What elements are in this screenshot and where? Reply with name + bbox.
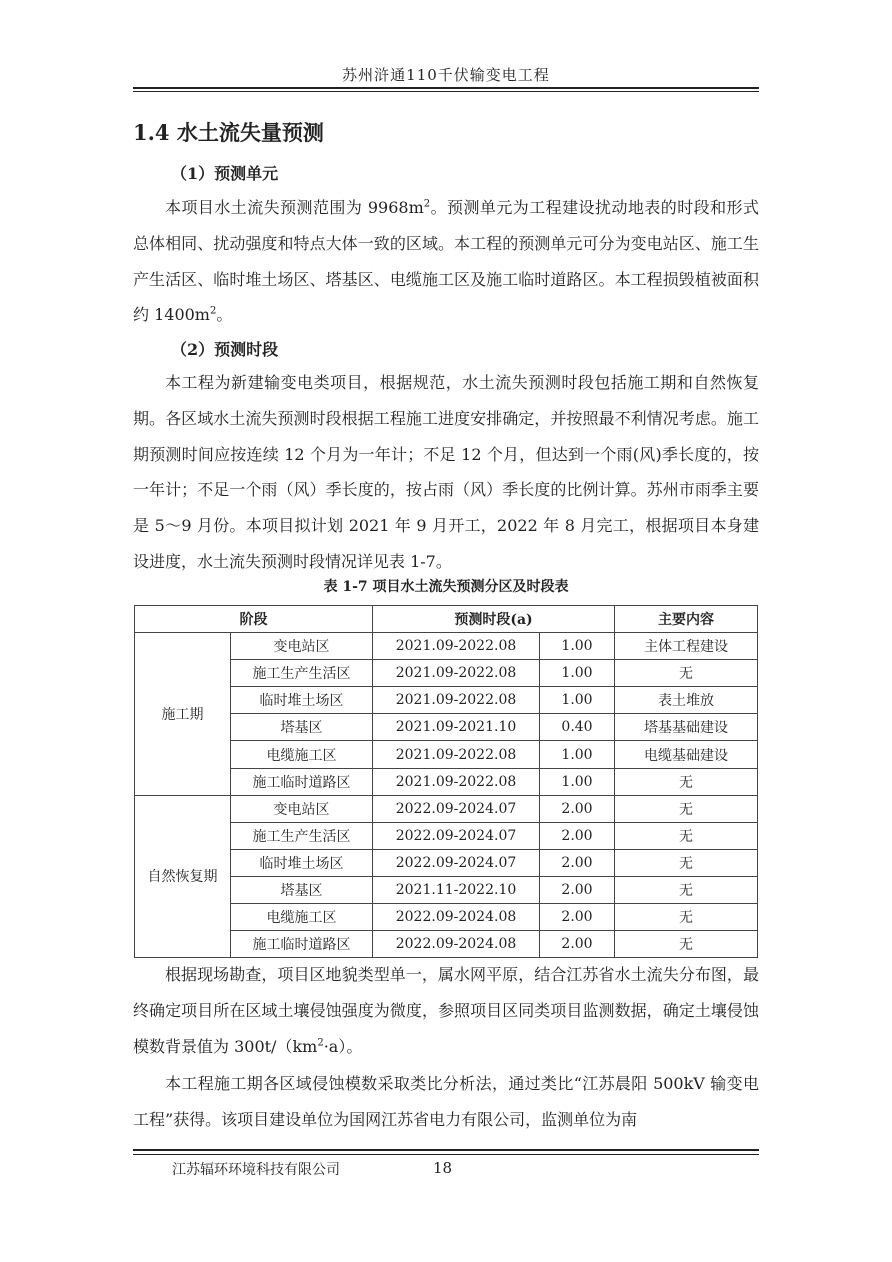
header-stage: 阶段 — [135, 606, 373, 633]
period-cell: 2021.11-2022.10 — [373, 876, 540, 903]
running-header: 苏州浒通110千伏输变电工程 — [342, 66, 550, 84]
header-period: 预测时段(a) — [373, 606, 615, 633]
content-cell: 电缆基础建设 — [615, 741, 758, 768]
paragraph-prediction-period: 本工程为新建输变电类项目，根据规范，水土流失预测时段包括施工期和自然恢复期。各区域水土流失预测时段根据工程施工进度安排确定，并按照最不利情况考虑。施工期预测时间应按连续 12 个月为一年计；不足 12 个月，但达到一个雨(风)季长度的，按一年计；不足一个雨（风）季长度的，按占雨（风）季长度的比例计算。苏州市雨季主要是 5～9 月份。本项目拟计划 2021 年 9 月开工，2022 年 8 月完工，根据项目本身建设进度，水土流失预测时段情况详见表 1-7。 — [133, 373, 759, 571]
table-row — [135, 633, 758, 660]
footer-company: 江苏辐环环境科技有限公司 — [172, 1162, 340, 1178]
subheading-prediction-unit: （1）预测单元 — [171, 164, 279, 183]
zone-cell: 塔基区 — [231, 876, 373, 903]
header-content: 主要内容 — [615, 606, 758, 633]
zone-cell: 施工生产生活区 — [231, 822, 373, 849]
years-cell: 2.00 — [540, 822, 615, 849]
years-cell: 2.00 — [540, 904, 615, 931]
zone-cell: 变电站区 — [231, 633, 373, 660]
content-cell: 塔基基础建设 — [615, 714, 758, 741]
page-number: 18 — [433, 1159, 453, 1177]
paragraph-prediction-unit: 本项目水土流失预测范围为 $9968m^2$。预测单元为工程建设扰动地表的时段和形式总体相同、扰动强度和特点大体一致的区域。本工程的预测单元可分为变电站区、施工生产生活区、临时堆土场区、塔基区、电缆施工区及施工临时道路区。本工程损毁植被面积约 $1400m^2$。 — [133, 198, 759, 325]
section-heading: 1.4 水土流失量预测 — [133, 120, 324, 145]
years-cell: 1.00 — [540, 768, 615, 795]
header-rule-thin — [133, 91, 759, 92]
years-cell: 0.40 — [540, 714, 615, 741]
content-cell: 无 — [615, 849, 758, 876]
subheading-prediction-period: （2）预测时段 — [171, 340, 279, 359]
paragraph-analogy: 本工程施工期各区域侵蚀模数采取类比分析法，通过类比“江苏晨阳 500kV 输变电工程”获得。该项目建设单位为国网江苏省电力有限公司，监测单位为南 — [133, 1074, 759, 1129]
footer-rule — [133, 1149, 759, 1151]
period-cell: 2021.09-2022.08 — [373, 768, 540, 795]
zone-cell: 电缆施工区 — [231, 904, 373, 931]
table-header-row — [135, 606, 758, 633]
zone-cell: 施工临时道路区 — [231, 768, 373, 795]
content-cell: 无 — [615, 795, 758, 822]
stage-cell: 自然恢复期 — [135, 795, 231, 958]
years-cell: 2.00 — [540, 931, 615, 958]
zone-cell: 临时堆土场区 — [231, 849, 373, 876]
years-cell: 2.00 — [540, 849, 615, 876]
content-cell: 表土堆放 — [615, 687, 758, 714]
table-row — [135, 795, 758, 822]
zone-cell: 变电站区 — [231, 795, 373, 822]
period-cell: 2022.09-2024.07 — [373, 849, 540, 876]
period-cell: 2022.09-2024.07 — [373, 822, 540, 849]
paragraph-background-value: 根据现场勘查，项目区地貌类型单一，属水网平原，结合江苏省水土流失分布图，最终确定项目所在区域土壤侵蚀强度为微度，参照项目区同类项目监测数据，确定土壤侵蚀模数背景值为 $300t/(km^2\cdot a)$。 — [133, 965, 759, 1056]
period-cell: 2022.09-2024.08 — [373, 904, 540, 931]
content-cell: 无 — [615, 876, 758, 903]
header-rule — [133, 87, 759, 89]
years-cell: 1.00 — [540, 633, 615, 660]
years-cell: 1.00 — [540, 687, 615, 714]
period-cell: 2022.09-2024.08 — [373, 931, 540, 958]
zone-cell: 施工生产生活区 — [231, 660, 373, 687]
content-cell: 主体工程建设 — [615, 633, 758, 660]
content-cell: 无 — [615, 931, 758, 958]
period-cell: 2021.09-2022.08 — [373, 633, 540, 660]
years-cell: 2.00 — [540, 795, 615, 822]
period-cell: 2021.09-2022.08 — [373, 741, 540, 768]
zone-cell: 施工临时道路区 — [231, 931, 373, 958]
content-cell: 无 — [615, 904, 758, 931]
prediction-table — [134, 605, 758, 958]
zone-cell: 电缆施工区 — [231, 741, 373, 768]
content-cell: 无 — [615, 822, 758, 849]
years-cell: 1.00 — [540, 660, 615, 687]
period-cell: 2021.09-2022.08 — [373, 687, 540, 714]
footer-rule-thin — [133, 1154, 759, 1155]
years-cell: 1.00 — [540, 741, 615, 768]
years-cell: 2.00 — [540, 876, 615, 903]
content-cell: 无 — [615, 768, 758, 795]
period-cell: 2021.09-2022.08 — [373, 660, 540, 687]
zone-cell: 临时堆土场区 — [231, 687, 373, 714]
period-cell: 2022.09-2024.07 — [373, 795, 540, 822]
stage-cell: 施工期 — [135, 633, 231, 796]
period-cell: 2021.09-2021.10 — [373, 714, 540, 741]
table-caption: 表 1-7 项目水土流失预测分区及时段表 — [323, 579, 569, 595]
content-cell: 无 — [615, 660, 758, 687]
zone-cell: 塔基区 — [231, 714, 373, 741]
